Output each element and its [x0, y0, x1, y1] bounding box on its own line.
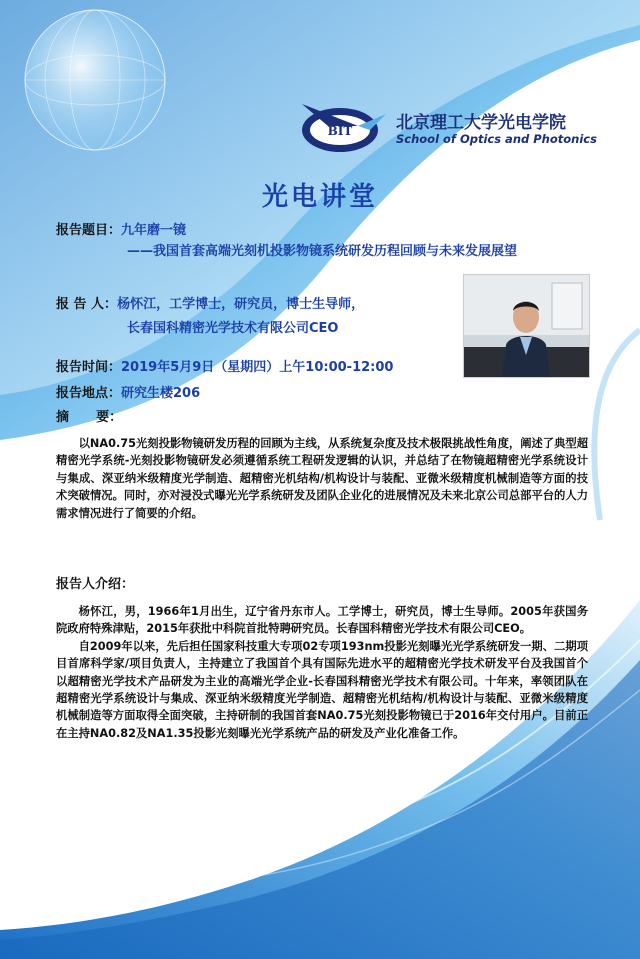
school-name-cn: 北京理工大学光电学院 [396, 113, 566, 133]
topic-main: 九年磨一镜 [121, 223, 187, 238]
speaker-line2: 长春国科精密光学技术有限公司CEO [127, 321, 339, 336]
topic-label: 报告题目： [56, 223, 122, 238]
time-label: 报告时间： [56, 360, 122, 375]
speaker-label: 报 告 人： [56, 297, 118, 312]
speaker-row [56, 293, 364, 312]
speaker-photo [463, 274, 590, 378]
school-name-en: School of Optics and Photonics [396, 132, 597, 146]
time-value: 2019年5月9日（星期四）上午10:00-12:00 [121, 360, 394, 375]
bio-body [56, 603, 588, 742]
topic-subtitle: ——我国首套高端光刻机投影物镜系统研发历程回顾与未来发展展望 [127, 244, 518, 259]
bit-logo [298, 96, 390, 156]
abstract-paragraph: 以NA0.75光刻投影物镜研发历程的回顾为主线，从系统复杂度及技术极限挑战性角度，阐述了典型超精密光学系统-光刻投影物镜研发必须遵循系统工程研发逻辑的认识，并总结了在物镜超精密光学系统设计与集成、深亚纳米级精度光学制造、超精密光机结构/机构设计与装配、亚微米级精度机械制造等方面的技术突破情况。同时，亦对浸没式曝光光学系统研发及团队企业化的进展情况及未来北京公司总部平台的人力需求情况进行了简要的介绍。 [56, 437, 588, 520]
place-value: 研究生楼206 [121, 386, 201, 401]
bio-label: 报告人介绍： [56, 577, 135, 592]
bio-paragraph-1: 杨怀江，男，1966年1月出生，辽宁省丹东市人。工学博士，研究员，博士生导师。2005年获国务院政府特殊津贴，2015年获批中科院首批特聘研究员。长春国科精密光学技术有限公司CEO。 [56, 605, 588, 636]
abstract-body [56, 435, 588, 522]
time-row [56, 356, 393, 375]
bio-paragraph-2: 自2009年以来，先后担任国家科技重大专项02专项193nm投影光刻曝光光学系统研发一期、二期项目首席科学家/项目负责人，主持建立了我国首个具有国际先进水平的超精密光学技术研发平台及我国首个以超精密光学技术产品研发为主业的高端光学企业-长春国科精密光学技术有限公司。十年来，率领团队在超精密光学系统设计与集成、深亚纳米级精度光学制造、超精密光机结构/机构设计与装配、亚微米级精度机械制造等方面取得全面突破，主持研制的我国首套NA0.75光刻投影物镜已于2016年交付用户。目前正在主持NA0.82及NA1.35投影光刻曝光光学系统产品的研发及产业化准备工作。 [56, 639, 588, 740]
svg-text:BIT: BIT [327, 124, 353, 138]
poster-title: 光电讲堂 [261, 182, 378, 212]
topic-row [56, 219, 186, 238]
speaker-line1: 杨怀江，工学博士，研究员，博士生导师， [117, 297, 365, 312]
place-label: 报告地点： [56, 386, 122, 401]
abstract-label: 摘 要： [56, 410, 123, 425]
place-row [56, 382, 200, 401]
